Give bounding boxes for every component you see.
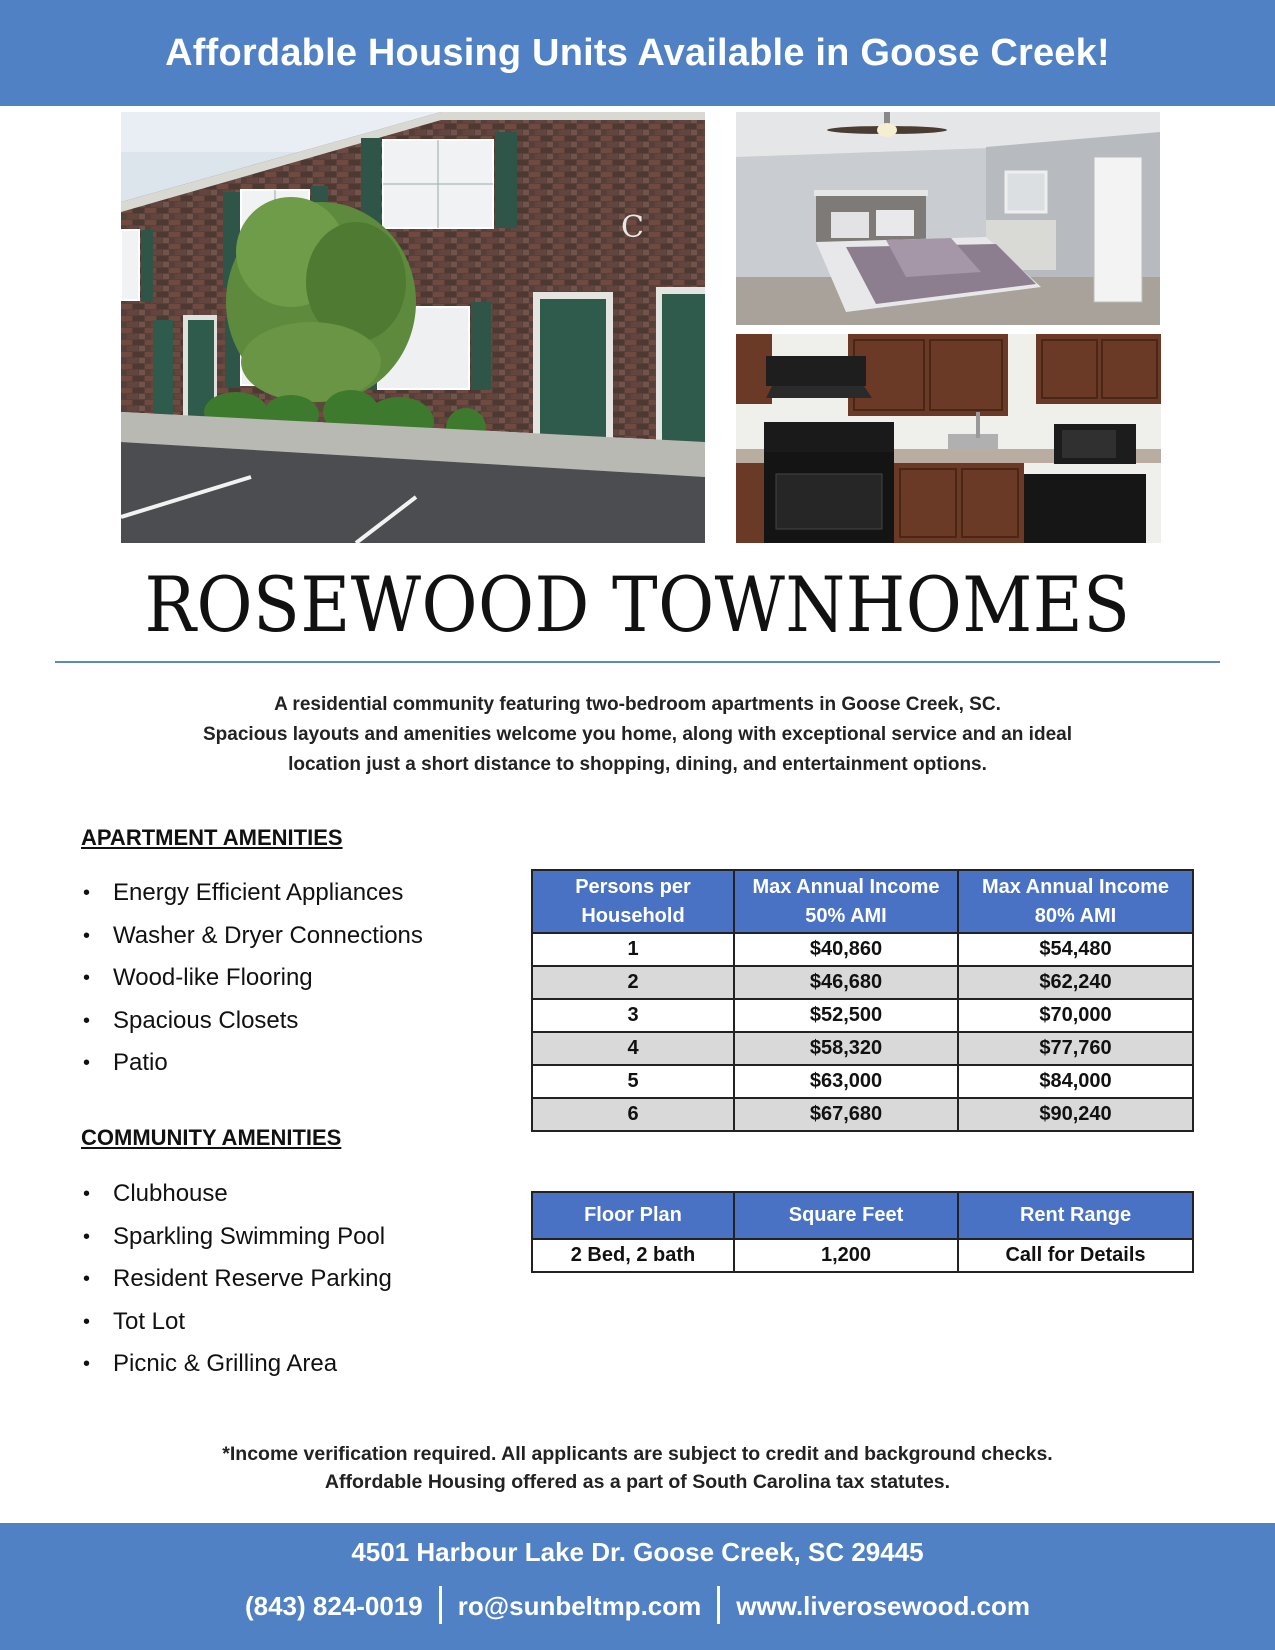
header-persons-per-household: Persons per Household [532, 870, 734, 933]
list-item: • Resident Reserve Parking [81, 1258, 392, 1301]
header-max-income-80: Max Annual Income 80% AMI [958, 870, 1193, 933]
disclaimer [0, 1440, 1275, 1496]
table-row [532, 966, 1193, 999]
list-item: • Sparkling Swimming Pool [81, 1216, 392, 1259]
apartment-amenities-list [81, 872, 423, 1085]
bedroom-photo [736, 112, 1160, 325]
table-header-row [532, 870, 1193, 933]
income-limits-table [531, 869, 1194, 1132]
header-max-income-50: Max Annual Income 50% AMI [734, 870, 958, 933]
table-cell: 2 Bed, 2 bath [532, 1239, 734, 1272]
apartment-amenities-heading: APARTMENT AMENITIES [81, 825, 343, 850]
list-item: • Washer & Dryer Connections [81, 915, 423, 958]
table-cell: 1 [532, 933, 734, 966]
table-row [532, 999, 1193, 1032]
phone-number[interactable]: (843) 824-0019 [244, 1590, 423, 1621]
table-cell: 5 [532, 1065, 734, 1098]
exterior-illustration [121, 112, 705, 543]
table-cell: $46,680 [734, 966, 958, 999]
table-row [532, 1065, 1193, 1098]
email-link[interactable]: ro@sunbeltmp.com [457, 1590, 702, 1621]
header-square-feet: Square Feet [734, 1192, 958, 1239]
bedroom-illustration [736, 112, 1160, 325]
footer-address: 4501 Harbour Lake Dr. Goose Creek, SC 29445 [351, 1537, 924, 1567]
table-cell: $70,000 [958, 999, 1193, 1032]
table-cell: $67,680 [734, 1098, 958, 1131]
footer-banner [0, 1523, 1275, 1650]
list-item: • Patio [81, 1042, 423, 1085]
table-cell: $54,480 [958, 933, 1193, 966]
footer-contacts [0, 1589, 1275, 1627]
separator [439, 1586, 442, 1624]
table-cell: $84,000 [958, 1065, 1193, 1098]
disclaimer-line: *Income verification required. All applicants are subject to credit and background checks. [222, 1443, 1053, 1465]
intro-paragraph [0, 690, 1275, 780]
table-header-row [532, 1192, 1193, 1239]
table-cell: $62,240 [958, 966, 1193, 999]
title-divider [55, 661, 1220, 663]
table-cell: 4 [532, 1032, 734, 1065]
table-cell: $52,500 [734, 999, 958, 1032]
community-amenities-list [81, 1173, 392, 1386]
header-floor-plan: Floor Plan [532, 1192, 734, 1239]
list-item: • Spacious Closets [81, 1000, 423, 1043]
table-cell: Call for Details [958, 1239, 1193, 1272]
list-item: • Picnic & Grilling Area [81, 1343, 392, 1386]
table-cell: $63,000 [734, 1065, 958, 1098]
table-row [532, 1032, 1193, 1065]
table-cell: 3 [532, 999, 734, 1032]
banner-title: Affordable Housing Units Available in Goose Creek! [165, 32, 1110, 74]
kitchen-illustration [736, 334, 1161, 543]
intro-line: A residential community featuring two-bedroom apartments in Goose Creek, SC. [274, 694, 1001, 715]
disclaimer-line: Affordable Housing offered as a part of South Carolina tax statutes. [324, 1471, 951, 1493]
website-link[interactable]: www.liverosewood.com [736, 1590, 1031, 1621]
intro-line: location just a short distance to shopping, dining, and entertainment options. [288, 754, 987, 775]
table-cell: 2 [532, 966, 734, 999]
table-cell: $77,760 [958, 1032, 1193, 1065]
separator [717, 1586, 720, 1624]
table-cell: $90,240 [958, 1098, 1193, 1131]
kitchen-photo [736, 334, 1161, 543]
table-cell: 1,200 [734, 1239, 958, 1272]
list-item: • Energy Efficient Appliances [81, 872, 423, 915]
list-item: • Tot Lot [81, 1301, 392, 1344]
table-row [532, 1098, 1193, 1131]
intro-line: Spacious layouts and amenities welcome you home, along with exceptional service and an ideal [203, 724, 1072, 745]
building-letter: C [621, 210, 644, 245]
table-row [532, 933, 1193, 966]
townhome-exterior-photo [121, 112, 705, 543]
table-cell: $58,320 [734, 1032, 958, 1065]
table-cell: 6 [532, 1098, 734, 1131]
table-row [532, 1239, 1193, 1272]
list-item: • Wood-like Flooring [81, 957, 423, 1000]
header-rent-range: Rent Range [958, 1192, 1193, 1239]
floor-plan-table [531, 1191, 1194, 1273]
community-amenities-heading: COMMUNITY AMENITIES [81, 1125, 342, 1150]
list-item: • Clubhouse [81, 1173, 392, 1216]
property-name: ROSEWOOD TOWNHOMES [144, 560, 1131, 649]
top-banner [0, 0, 1275, 106]
table-cell: $40,860 [734, 933, 958, 966]
